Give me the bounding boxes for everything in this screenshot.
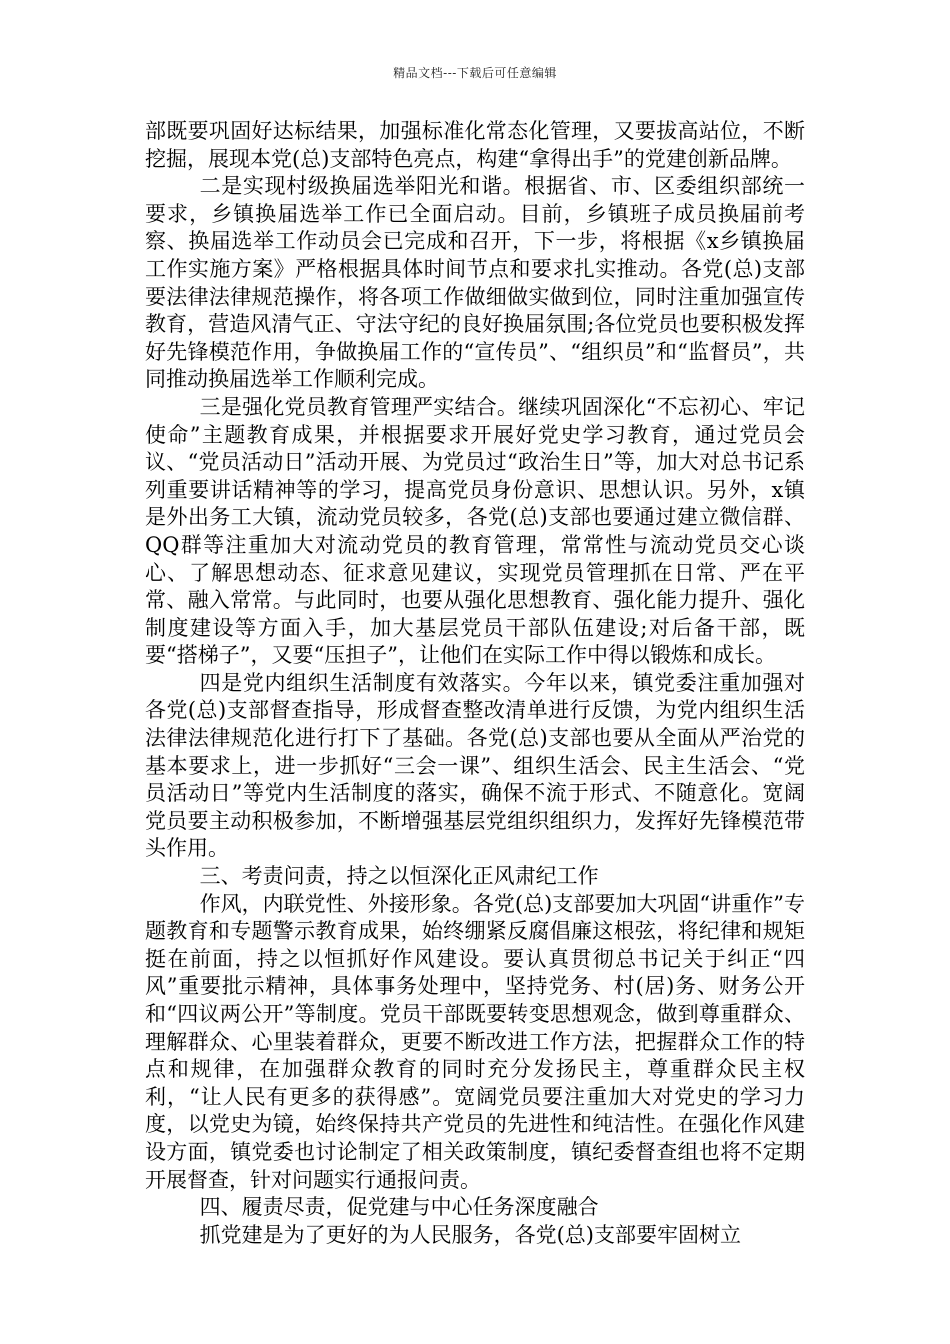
paragraph-member-education: 三是强化党员教育管理严实结合。继续巩固深化“不忘初心、牢记使命”主题教育成果，并根据要求开展好党史学习教育，通过党员会议、“党员活动日”活动开展、为党员过“政治生日”等，加大对总书记系列重要讲话精神等的学习，提高党员身份意识、思想认识。另外，x镇是外出务工大镇，流动党员较多，各党(总)支部也要通过建立微信群、QQ群等注重加大对流动党员的教育管理，常常性与流动党员交心谈心、了解思想动态、征求意见建议，实现党员管理抓在日常、严在平常、融入常常。与此同时，也要从强化思想教育、强化能力提升、强化制度建设等方面入手，加大基层党员干部队伍建设;对后备干部，既要“搭梯子”，又要“压担子”，让他们在实际工作中得以锻炼和成长。 <box>145 394 805 668</box>
paragraph-continuation: 部既要巩固好达标结果，加强标准化常态化管理，又要拔高站位，不断挖掘，展现本党(总)支部特色亮点，构建“拿得出手”的党建创新品牌。 <box>145 119 805 171</box>
paragraph-election: 二是实现村级换届选举阳光和谐。根据省、市、区委组织部统一要求，乡镇换届选举工作已全面启动。目前，乡镇班子成员换届前考察、换届选举工作动员会已完成和召开，下一步，将根据《x乡镇换届工作实施方案》严格根据具体时间节点和要求扎实推动。各党(总)支部要法律法律规范操作，将各项工作做细做实做到位，同时注重加强宣传教育，营造风清气正、守法守纪的良好换届氛围;各位党员也要积极发挥好先锋模范作用，争做换届工作的“宣传员”、“组织员”和“监督员”，共同推动换届选举工作顺利完成。 <box>145 174 805 392</box>
paragraph-organization-life: 四是党内组织生活制度有效落实。今年以来，镇党委注重加强对各党(总)支部督查指导，形成督查整改清单进行反馈，为党内组织生活法律法律规范化进行打下了基础。各党(总)支部也要从全面从严治党的基本要求上，进一步抓好“三会一课”、组织生活会、民主生活会、“党员活动日”等党内生活制度的落实，确保不流于形式、不随意化。宽阔党员要主动积极参加，不断增强基层党组织组织力，发挥好先锋模范带头作用。 <box>145 670 805 861</box>
section-heading-accountability: 三、考责问责，持之以恒深化正风肃纪工作 <box>199 864 599 889</box>
paragraph-service: 抓党建是为了更好的为人民服务，各党(总)支部要牢固树立 <box>199 1222 741 1247</box>
document-body <box>145 118 805 1249</box>
page-header: 精品文档---下载后可任意编辑 <box>393 66 557 80</box>
paragraph-work-style: 作风，内联党性、外接形象。各党(总)支部要加大巩固“讲重作”专题教育和专题警示教育成果，始终绷紧反腐倡廉这根弦，将纪律和规矩挺在前面，持之以恒抓好作风建设。要认真贯彻总书记关于纠正“四风”重要批示精神，具体事务处理中，坚持党务、村(居)务、财务公开和“四议两公开”等制度。党员干部既要转变思想观念，做到尊重群众、理解群众、心里装着群众，更要不断改进工作方法，把握群众工作的特点和规律，在加强群众教育的同时充分发扬民主，尊重群众民主权利，“让人民有更多的获得感”。宽阔党员要注重加大对党史的学习力度，以党史为镜，始终保持共产党员的先进性和纯洁性。在强化作风建设方面，镇党委也讨论制定了相关政策制度，镇纪委督查组也将不定期开展督查，针对问题实行通报问责。 <box>145 891 805 1192</box>
section-heading-integration: 四、履责尽责，促党建与中心任务深度融合 <box>199 1195 599 1220</box>
